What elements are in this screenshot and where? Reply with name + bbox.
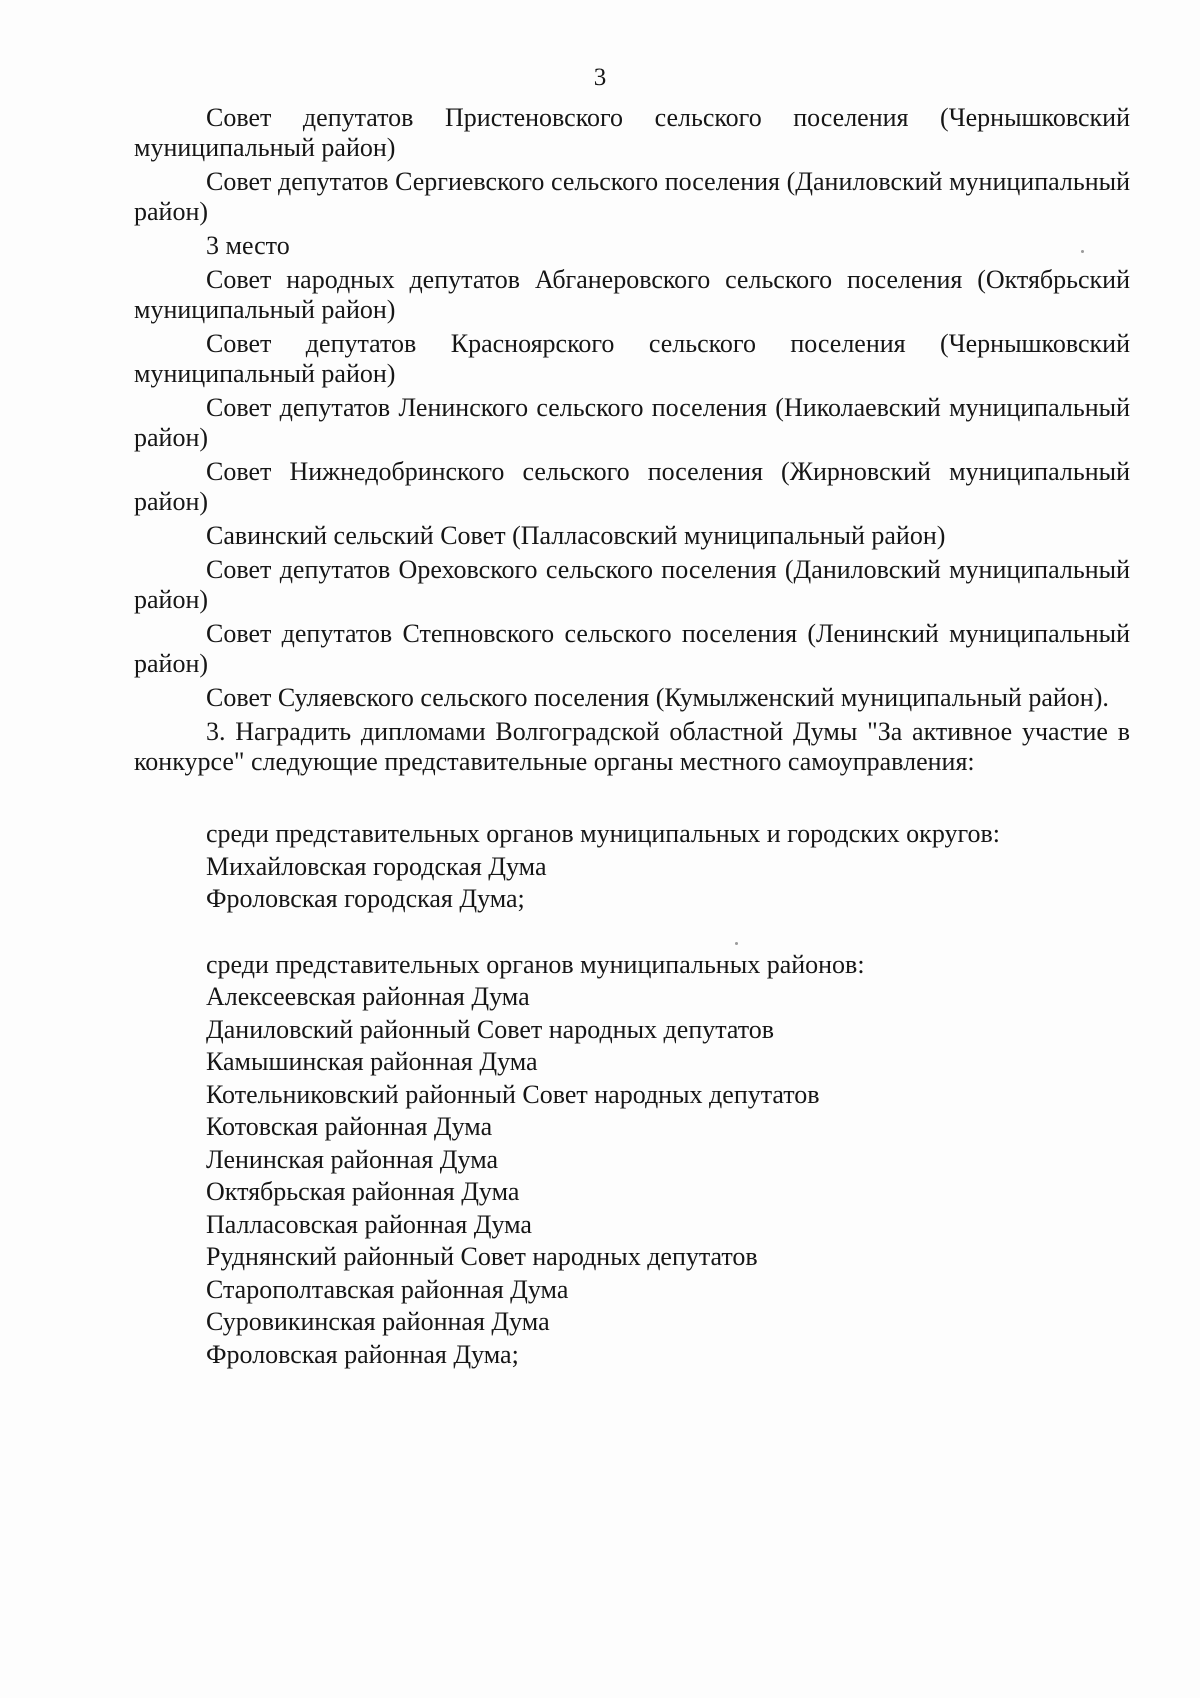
list-item: Даниловский районный Совет народных депутатов bbox=[206, 1014, 775, 1044]
list-item: Ленинская районная Дума bbox=[206, 1144, 499, 1174]
scan-speck bbox=[735, 942, 738, 945]
list-item: Алексеевская районная Дума bbox=[206, 982, 530, 1011]
list-item: Палласовская районная Дума bbox=[206, 1209, 532, 1239]
paragraph-sulyaevsky: Совет Суляевского сельского поселения (Кумылженский муниципальный район). bbox=[206, 683, 1109, 712]
page-number: 3 bbox=[593, 64, 607, 91]
list-item: Фроловская городская Дума; bbox=[206, 884, 525, 913]
paragraph-stepnovsky: Совет депутатов Степновского сельского поселения (Ленинский муниципальный район) bbox=[134, 619, 1130, 678]
list-item: Фроловская районная Дума; bbox=[206, 1339, 519, 1369]
paragraph-savinsky: Савинский сельский Совет (Палласовский муниципальный район) bbox=[206, 521, 946, 550]
list-item: Суровикинская районная Дума bbox=[206, 1307, 550, 1336]
paragraph-nizhnedobrinsky: Совет Нижнедобринского сельского поселения (Жирновский муниципальный район) bbox=[134, 457, 1130, 516]
list-item: Октябрьская районная Дума bbox=[206, 1177, 520, 1206]
municipal-districts-group bbox=[134, 949, 1130, 1372]
paragraph-leninsky: Совет депутатов Ленинского сельского поселения (Николаевский муниципальный район) bbox=[134, 393, 1130, 452]
list-item: Руднянский районный Совет народных депутатов bbox=[206, 1242, 758, 1271]
paragraph-award-diplomas: 3. Наградить дипломами Волгоградской областной Думы "За активное участие в конкурсе" следующие представительные органы местного самоуправления: bbox=[134, 717, 1130, 776]
paragraph-pristenovsky: Совет депутатов Пристеновского сельского поселения (Чернышковский муниципальный район) bbox=[134, 103, 1130, 162]
municipal-districts-heading: среди представительных органов муниципальных районов: bbox=[206, 949, 865, 979]
list-item: Камышинская районная Дума bbox=[206, 1047, 538, 1076]
list-item: Михайловская городская Дума bbox=[206, 851, 547, 881]
paragraph-orekhovsky: Совет депутатов Ореховского сельского поселения (Даниловский муниципальный район) bbox=[134, 555, 1130, 614]
city-districts-group bbox=[134, 818, 1130, 916]
paragraph-third-place-heading: 3 место bbox=[206, 231, 290, 260]
paragraph-krasnoyarsky: Совет депутатов Красноярского сельского поселения (Чернышковский муниципальный район) bbox=[134, 329, 1130, 388]
list-item: Котельниковский районный Совет народных депутатов bbox=[206, 1079, 820, 1109]
document-body bbox=[134, 103, 1130, 1371]
scan-speck bbox=[1081, 250, 1084, 253]
paragraph-sergievsky: Совет депутатов Сергиевского сельского поселения (Даниловский муниципальный район) bbox=[134, 167, 1130, 226]
paragraph-abganerovsky: Совет народных депутатов Абганеровского сельского поселения (Октябрьский муниципальный район) bbox=[134, 265, 1130, 324]
list-item: Котовская районная Дума bbox=[206, 1112, 493, 1141]
city-districts-heading: среди представительных органов муниципальных и городских округов: bbox=[206, 819, 1000, 848]
list-item: Старополтавская районная Дума bbox=[206, 1274, 569, 1304]
